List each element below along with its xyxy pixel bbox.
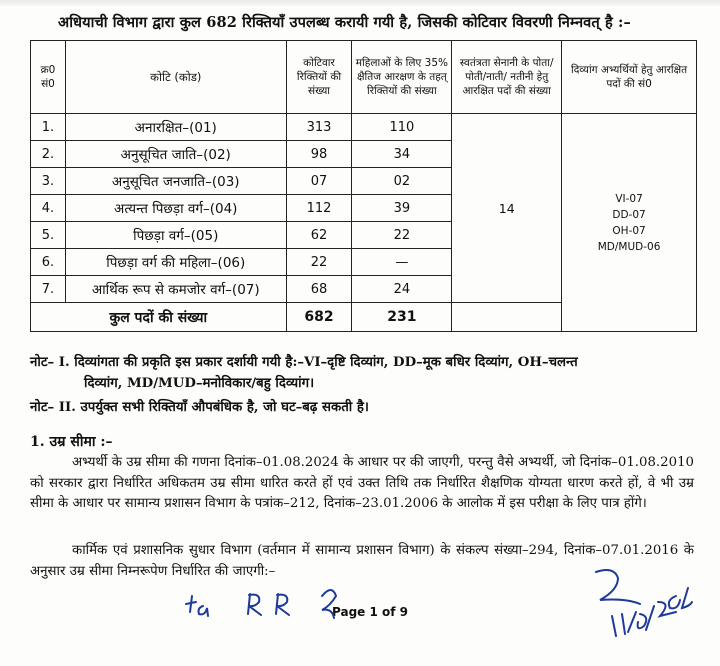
note-2: नोट– II. उपर्युक्त सभी रिक्तियाँ औपबंधिक है, जो घट–बढ़ सकती है। xyxy=(30,400,369,415)
row-vacancies: 22 xyxy=(286,249,352,276)
divyang-vi: VI-07 xyxy=(615,192,643,205)
row-sno: 6. xyxy=(31,249,66,276)
row-sno: 2. xyxy=(31,141,66,168)
freedom-fighter-total: 14 xyxy=(452,114,562,303)
initials-mark xyxy=(186,590,336,618)
intro-text: अधियाची विभाग द्वारा कुल 682 रिक्तियाँ उपलब्ध करायी गयी है, जिसकी कोटिवार विवरणी निम्नवत् है :– xyxy=(58,14,631,31)
para-1-text: अभ्यर्थी के उम्र सीमा की गणना दिनांक–01.08.2024 के आधार पर की जाएगी, परन्तु वैसे अभ्यर्थी, जो दिनांक–01.08.2010 को सरकार द्वारा निर्धारित अधिकतम उम्र सीमा धारित करते हों एवं उक्त तिथि तक निर्धारित शैक्षणिक योग्यता धारण करते हों, वे भी उम्र सीमा के आधार पर सामान्य प्रशासन विभाग के पत्रांक–212, दिनांक–23.01.2006 के आलोक में इस परीक्षा के लिए पात्र होंगे। xyxy=(30,455,694,511)
header-freedom-fighter: स्वतंत्रता सेनानी के पोता/पोती/नाती/ नतीनी हेतु आरक्षित पदों की संख्या xyxy=(452,41,562,114)
note-1-line-1: नोट– I. दिव्यांगता की प्रकृति इस प्रकार दर्शायी गयी है:–VI–दृष्टि दिव्यांग, DD–मूक बधिर दिव्यांग, OH–चलन्त xyxy=(30,355,578,370)
row-women: 24 xyxy=(352,276,452,303)
row-category: पिछड़ा वर्ग की महिला–(06) xyxy=(65,249,286,276)
page-number: Page 1 of 9 xyxy=(332,605,408,619)
divyang-oh: OH-07 xyxy=(612,224,646,237)
row-sno: 5. xyxy=(31,222,66,249)
row-category: अत्यन्त पिछड़ा वर्ग–(04) xyxy=(65,195,286,222)
row-vacancies: 98 xyxy=(286,141,352,168)
total-label: कुल पदों की संख्या xyxy=(31,303,287,332)
signature-mark xyxy=(596,570,692,636)
row-sno: 7. xyxy=(31,276,66,303)
age-limit-title: 1. उम्र सीमा :– xyxy=(30,434,113,450)
row-women: 22 xyxy=(352,222,452,249)
note-1-line-2: दिव्यांग, MD/MUD–मनोविकार/बहु दिव्यांग। xyxy=(84,376,315,391)
row-vacancies: 62 xyxy=(286,222,352,249)
row-vacancies: 68 xyxy=(286,276,352,303)
header-divyang: दिव्यांग अभ्यर्थियों हेतु आरक्षित पदों की सं0 xyxy=(562,41,697,114)
total-women: 231 xyxy=(352,303,452,332)
para-2-text: कार्मिक एवं प्रशासनिक सुधार विभाग (वर्तमान में सामान्य प्रशासन विभाग) के संकल्प संख्या–294, दिनांक–07.01.2016 के अनुसार उम्र सीमा निम्नरूपेण निर्धारित की जाएगी:– xyxy=(30,543,694,579)
row-category: पिछड़ा वर्ग–(05) xyxy=(65,222,286,249)
header-category: कोटि (कोड) xyxy=(65,41,286,114)
row-vacancies: 313 xyxy=(286,114,352,141)
row-category: अनुसूचित जनजाति–(03) xyxy=(65,168,286,195)
header-sno: क्र0 सं0 xyxy=(31,41,66,114)
row-sno: 1. xyxy=(31,114,66,141)
row-women: — xyxy=(352,249,452,276)
row-vacancies: 112 xyxy=(286,195,352,222)
divyang-md: MD/MUD-06 xyxy=(597,240,661,253)
row-sno: 3. xyxy=(31,168,66,195)
row-women: 110 xyxy=(352,114,452,141)
row-women: 02 xyxy=(352,168,452,195)
row-sno: 4. xyxy=(31,195,66,222)
row-category: आर्थिक रूप से कमजोर वर्ग–(07) xyxy=(65,276,286,303)
header-women: महिलाओं के लिए 35% क्षैतिज आरक्षण के तहत् रिक्तियों की संख्या xyxy=(352,41,452,114)
header-vacancies: कोटिवार रिक्तियों की संख्या xyxy=(286,41,352,114)
row-women: 34 xyxy=(352,141,452,168)
row-vacancies: 07 xyxy=(286,168,352,195)
row-category: अनुसूचित जाति–(02) xyxy=(65,141,286,168)
divyang-dd: DD-07 xyxy=(612,208,646,221)
row-women: 39 xyxy=(352,195,452,222)
row-category: अनारक्षित–(01) xyxy=(65,114,286,141)
total-vacancies: 682 xyxy=(286,303,352,332)
